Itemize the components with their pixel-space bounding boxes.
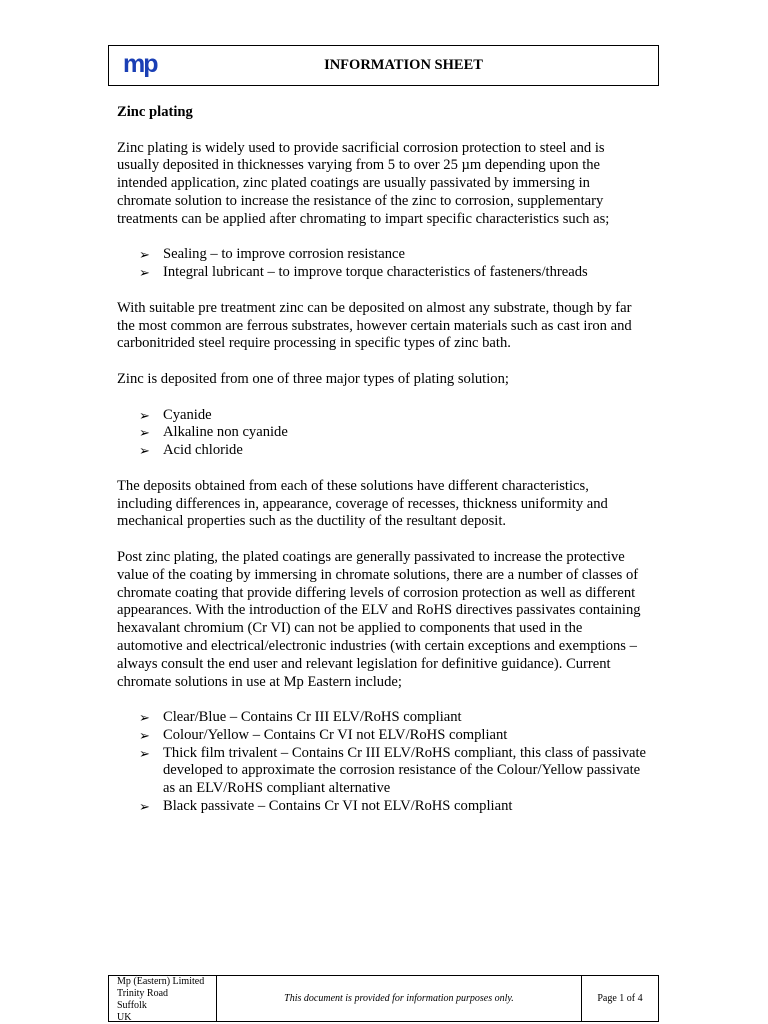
list-item [117,727,647,745]
arrow-bullet-icon: ➢ [139,443,150,459]
section-title: Zinc plating [117,104,193,120]
list-item-text: Black passivate – Contains Cr VI not ELV/RoHS compliant [163,798,513,815]
list-item [117,424,647,442]
list-item [117,709,647,727]
arrow-bullet-icon: ➢ [139,407,150,423]
document-footer [108,975,659,1022]
list-item-text: Alkaline non cyanide [163,424,288,441]
arrow-bullet-icon: ➢ [139,745,150,761]
address-line: UK [117,1012,132,1023]
paragraph: Post zinc plating, the plated coatings are generally passivated to increase the protective value of the coating by immersing in chromate solutions, there are a number of classes of chromate coating that provide differing levels of corrosion protection as well as different appearances. With the introduction of the ELV and RoHS directives passivates containing hexavalant chromium (Cr VI) can not be applied to components that used in the automotive and electrical/electronic industries (with certain exceptions and exemptions – always consult the end user and relevant legislation for definitive guidance). Current chromate solutions in use at Mp Eastern include; [117,548,641,690]
list-item-text: Cyanide [163,406,212,423]
paragraph: With suitable pre treatment zinc can be deposited on almost any substrate, though by far the most common are ferrous substrates, however certain materials such as cast iron and carbonitrided steel require processing in specific types of zinc bath. [117,299,632,352]
arrow-bullet-icon: ➢ [139,247,150,263]
list-item [117,745,647,798]
list-item [117,246,647,264]
footer-note: This document is provided for information purposes only. [217,976,582,1021]
address-line: Trinity Road [117,988,169,999]
list-item-text: Thick film trivalent – Contains Cr III ELV/RoHS compliant, this class of passivate developed to approximate the corrosion resistance of the Colour/Yellow passivate as an ELV/RoHS compliant alternative [163,744,647,797]
arrow-bullet-icon: ➢ [139,727,150,743]
document-header [108,45,659,86]
arrow-bullet-icon: ➢ [139,799,150,815]
solutions-list [117,407,647,460]
chromates-list [117,709,647,816]
address-line: Mp (Eastern) Limited [117,976,205,987]
list-item-text: Clear/Blue – Contains Cr III ELV/RoHS compliant [163,709,462,726]
paragraph: Zinc is deposited from one of three major types of plating solution; [117,370,509,387]
arrow-bullet-icon: ➢ [139,425,150,441]
list-item [117,798,647,816]
address-line: Suffolk [117,1000,147,1011]
paragraph: The deposits obtained from each of these solutions have different characteristics, including differences in, appearance, coverage of recesses, thickness uniformity and mechanical properties such as the ductility of the resultant deposit. [117,477,608,530]
arrow-bullet-icon: ➢ [139,265,150,281]
list-item [117,442,647,460]
document-body [117,104,647,834]
list-item-text: Sealing – to improve corrosion resistance [163,246,405,263]
arrow-bullet-icon: ➢ [139,710,150,726]
logo-text: mp [123,51,157,78]
paragraph: Zinc plating is widely used to provide sacrificial corrosion protection to steel and is usually deposited in thicknesses varying from 5 to over 25 µm depending upon the intended application, zinc plated coatings are usually passivated by immersing in chromate solution to increase the resistance of the zinc to corrosion, supplementary treatments can be applied after chromating to impart specific characteristics such as; [117,139,610,227]
list-item [117,264,647,282]
list-item-text: Colour/Yellow – Contains Cr VI not ELV/RoHS compliant [163,726,508,743]
list-item [117,407,647,425]
list-item-text: Integral lubricant – to improve torque characteristics of fasteners/threads [163,264,588,281]
treatments-list [117,246,647,282]
page-number: Page 1 of 4 [597,993,643,1004]
list-item-text: Acid chloride [163,442,243,459]
footer-address [109,976,217,1021]
header-title: INFORMATION SHEET [324,57,483,73]
